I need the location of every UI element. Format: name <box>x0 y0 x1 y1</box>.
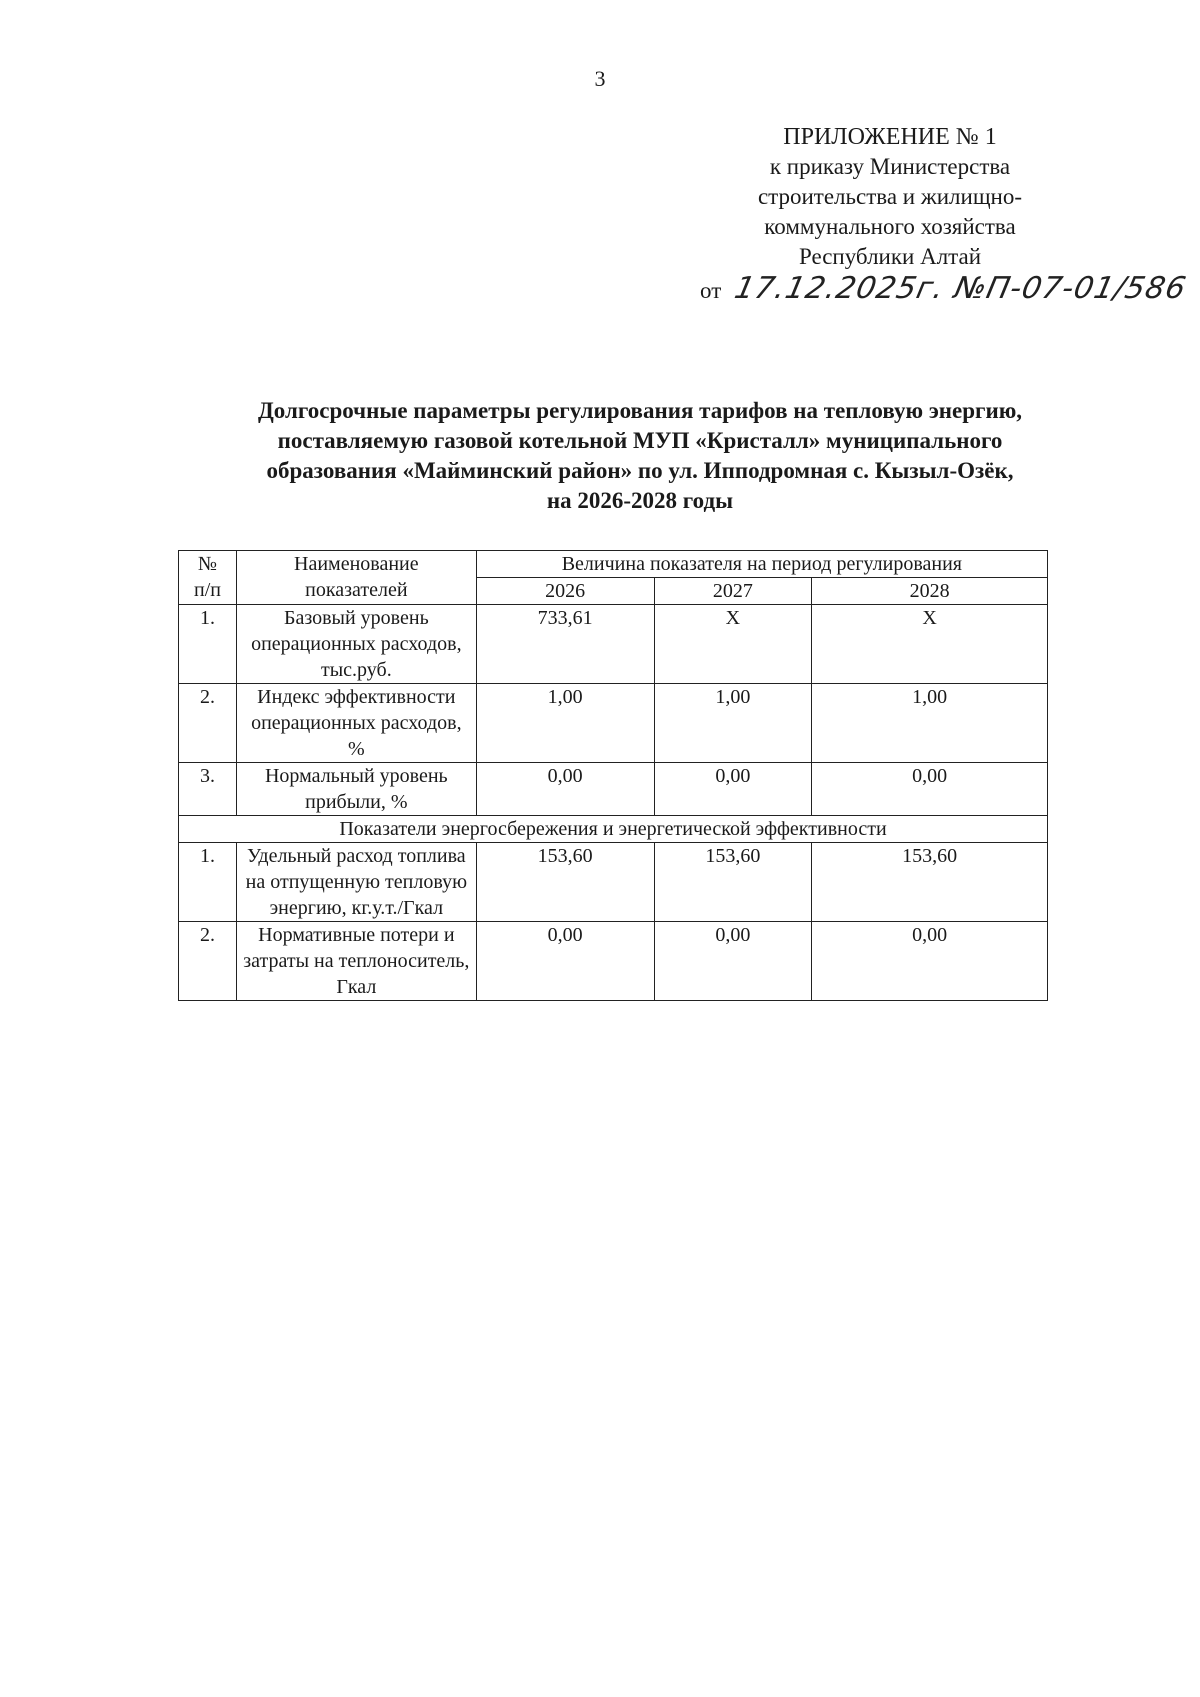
table-section-row <box>179 816 1048 843</box>
document-title <box>190 396 1090 516</box>
header-number-abbr: п/п <box>193 579 221 601</box>
header-year-2027: 2027 <box>654 578 812 605</box>
title-line: Долгосрочные параметры регулирования тарифов на тепловую энергию, <box>257 398 1023 423</box>
row-value-2027: Х <box>654 605 812 684</box>
appendix-line: коммунального хозяйства <box>764 214 1016 239</box>
row-number: 3. <box>179 763 237 816</box>
appendix-line: Республики Алтай <box>798 244 982 269</box>
header-year-2028: 2028 <box>812 578 1048 605</box>
row-number: 2. <box>179 684 237 763</box>
date-prefix: от <box>700 278 722 303</box>
title-line: образования «Майминский район» по ул. Ипподромная с. Кызыл-Озёк, <box>266 458 1014 483</box>
appendix-heading: ПРИЛОЖЕНИЕ № 1 <box>783 124 997 150</box>
row-value-2028: 0,00 <box>812 763 1048 816</box>
row-name: Удельный расход топлива на отпущенную тепловую энергию, кг.у.т./Гкал <box>236 843 476 922</box>
title-line: на 2026-2028 годы <box>546 488 734 513</box>
row-name: Базовый уровень операционных расходов, тыс.руб. <box>236 605 476 684</box>
header-name-line1: Наименование <box>294 553 419 575</box>
row-value-2027: 1,00 <box>654 684 812 763</box>
order-date-line <box>700 271 1190 306</box>
row-value-2028: Х <box>812 605 1048 684</box>
row-name: Нормальный уровень прибыли, % <box>236 763 476 816</box>
row-number: 1. <box>179 843 237 922</box>
handwritten-date-number: 17.12.2025г. №П-07-01/586 <box>731 271 1190 306</box>
section-title: Показатели энергосбережения и энергетической эффективности <box>179 816 1048 843</box>
table-row <box>179 605 1048 684</box>
table-row <box>179 843 1048 922</box>
row-value-2027: 0,00 <box>654 763 812 816</box>
row-value-2028: 1,00 <box>812 684 1048 763</box>
row-value-2027: 153,60 <box>654 843 812 922</box>
parameters-table <box>178 550 1048 1001</box>
header-year-2026: 2026 <box>476 578 654 605</box>
row-value-2026: 733,61 <box>476 605 654 684</box>
row-value-2026: 0,00 <box>476 763 654 816</box>
row-name: Индекс эффективности операционных расходов, % <box>236 684 476 763</box>
row-name: Нормативные потери и затраты на теплоноситель, Гкал <box>236 922 476 1001</box>
row-value-2027: 0,00 <box>654 922 812 1001</box>
row-value-2028: 0,00 <box>812 922 1048 1001</box>
header-period-group: Величина показателя на период регулирования <box>476 551 1047 578</box>
title-line: поставляемую газовой котельной МУП «Кристалл» муниципального <box>277 428 1003 453</box>
row-value-2026: 153,60 <box>476 843 654 922</box>
table-row <box>179 763 1048 816</box>
row-value-2026: 0,00 <box>476 922 654 1001</box>
header-number <box>179 551 237 605</box>
header-name <box>236 551 476 605</box>
table-header-row <box>179 551 1048 578</box>
header-number-symbol: № <box>197 553 218 575</box>
appendix-line: строительства и жилищно- <box>757 184 1023 209</box>
appendix-line: к приказу Министерства <box>769 154 1011 179</box>
row-value-2026: 1,00 <box>476 684 654 763</box>
row-number: 1. <box>179 605 237 684</box>
row-value-2028: 153,60 <box>812 843 1048 922</box>
table-row <box>179 922 1048 1001</box>
appendix-block <box>700 122 1190 306</box>
table-row <box>179 684 1048 763</box>
page-number: 3 <box>594 66 606 91</box>
header-name-line2: показателей <box>305 579 408 601</box>
row-number: 2. <box>179 922 237 1001</box>
